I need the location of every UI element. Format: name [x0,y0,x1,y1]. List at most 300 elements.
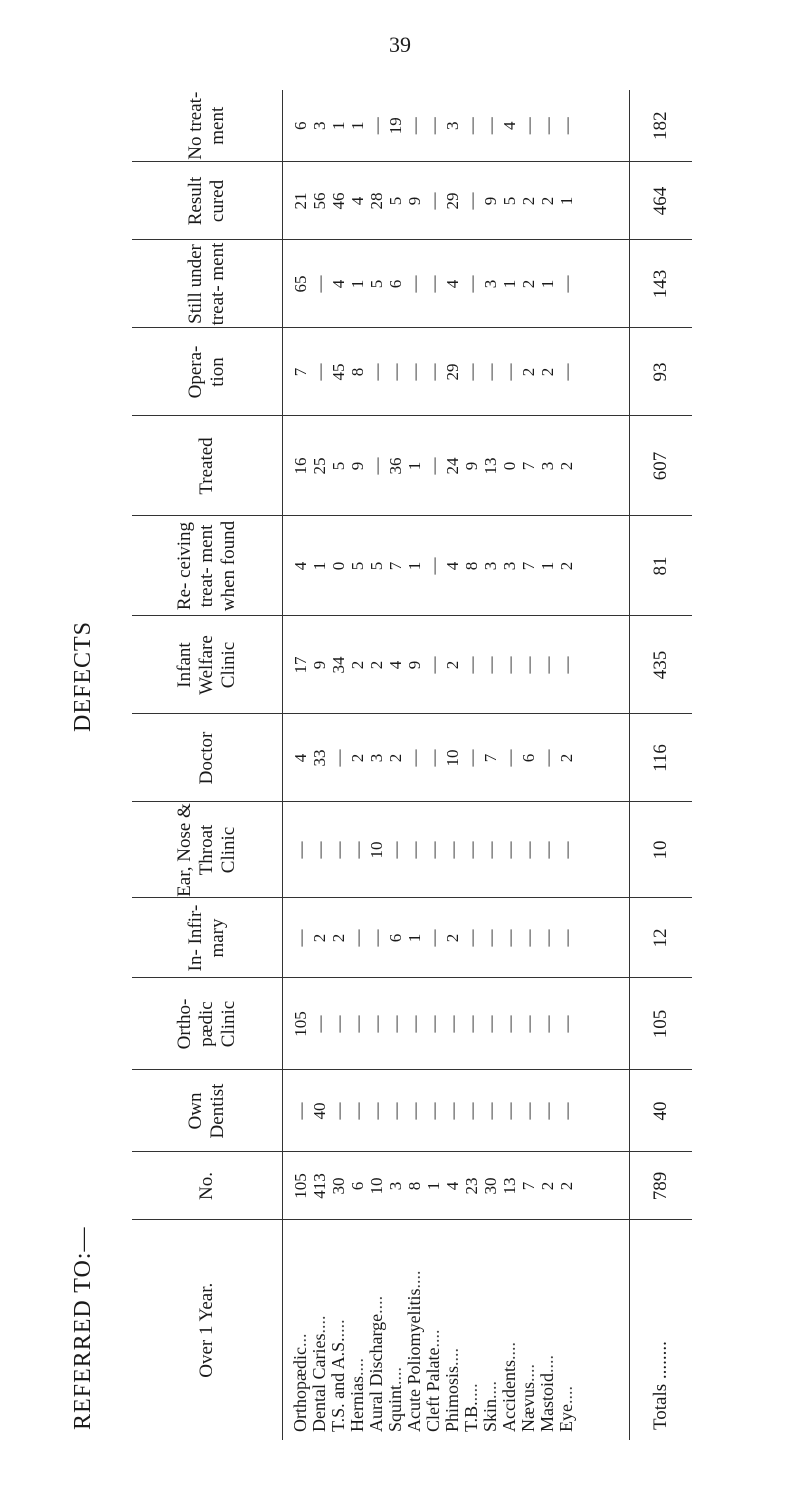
table-cell-value: 3 [481,279,501,289]
leader-dots: .... [537,1354,558,1373]
table-cell-value: — [481,1015,501,1033]
total-value: 435 [629,616,692,714]
leader-dots: .... [556,1386,577,1405]
leader-dots: .... [423,1329,444,1348]
table-cell-value: 29 [443,192,463,210]
table-cell-value: 7 [519,1181,539,1191]
column-header: Infant Welfare Clinic [132,616,283,714]
defect-label [462,1221,481,1441]
table-cell-value: 25 [310,457,330,475]
leader-dots: ... [290,1333,311,1347]
table-cell-value: — [481,117,501,135]
column-header: Over 1 Year. [132,1220,283,1440]
defects-heading: DEFECTS [70,620,96,732]
table-cell-value: 3 [310,121,330,130]
table-cell-value: 1 [329,121,349,130]
table-cell-value: 7 [386,561,406,571]
value-column-cell [283,1070,630,1152]
defect-label [443,1221,462,1441]
table-cell-value: 5 [367,561,387,571]
table-cell-value: 1 [310,561,330,571]
table-cell-value: 2 [557,1181,577,1191]
defect-label [519,1221,538,1441]
table-cell-value: 9 [405,196,425,206]
table-cell-value: 1 [557,196,577,206]
value-column-cell [283,898,630,978]
table-cell-value: — [405,749,425,767]
table-cell-value: — [557,841,577,859]
leader-dots: .... [461,1383,482,1402]
column-header: No. [132,1152,283,1220]
table-cell-value: 56 [310,192,330,210]
totals-label-cell [629,1220,692,1440]
leader-dots: .... [499,1342,520,1361]
table-cell-value: — [424,192,444,210]
rotated-table-region [62,70,742,1440]
table-cell-value: — [424,117,444,135]
table-cell-value: 13 [481,457,501,475]
table-cell-value: 3 [367,753,387,763]
value-list [283,329,576,416]
table-cell-value: 2 [538,367,558,377]
table-cell-value: — [386,1015,406,1033]
value-column-cell [283,714,630,802]
table-cell-value: 0 [500,461,520,471]
value-list [283,517,576,616]
table-cell-value: — [519,841,539,859]
table-cell-value: 2 [519,196,539,206]
table-cell-value: — [500,656,520,674]
table-cell-value: 9 [481,196,501,206]
column-header: Still under treat- ment [132,240,283,328]
table-cell-value: 6 [291,121,311,130]
table-cell-value: 1 [405,561,425,571]
value-column-cell [283,1152,630,1220]
defect-name: Hernias [347,1376,368,1432]
table-cell-value: — [519,1015,539,1033]
table-cell-value: — [310,841,330,859]
total-value: 10 [629,802,692,898]
totals-label: Totals [649,1383,671,1430]
table-cell-value: 9 [310,660,330,670]
table-cell-value: 46 [329,192,349,210]
table-cell-value: — [557,363,577,381]
column-header: Treated [132,416,283,516]
leader-dots: .... [385,1366,406,1385]
defect-label [424,1221,443,1441]
table-headings [62,70,122,1440]
defect-label [481,1221,500,1441]
defect-name: Dental Caries [309,1333,330,1432]
table-cell-value: — [557,275,577,293]
table-cell-value: — [310,1015,330,1033]
table-cell-value: — [310,363,330,381]
table-cell-value: — [367,1015,387,1033]
defect-name: T.B. [461,1401,482,1432]
table-cell-value: — [367,117,387,135]
value-list [283,241,576,328]
total-value: 105 [629,978,692,1070]
defect-name: Mastoid [537,1372,558,1432]
leader-dots: .... [347,1358,368,1377]
table-cell-value: — [538,1015,558,1033]
table-cell-value: 2 [348,753,368,763]
total-value: 116 [629,714,692,802]
defect-name: Skin [480,1398,501,1432]
table-cell-value: — [462,192,482,210]
defect-name: Eye [556,1404,577,1432]
table-cell-value: 4 [386,660,406,670]
page-number: 39 [389,32,411,57]
table-cell-value: — [557,1015,577,1033]
defect-name: Orthopædic [290,1347,311,1432]
value-list [283,163,576,240]
table-cell-value: 2 [538,1181,558,1191]
value-column-cell [283,802,630,898]
defect-label [500,1221,519,1441]
table-cell-value: — [424,363,444,381]
table-cell-value: — [500,1015,520,1033]
value-column-cell [283,162,630,240]
table-cell-value: 2 [386,753,406,763]
leader-dots: .... [480,1380,501,1399]
table-cell-value: — [519,117,539,135]
table-cell-value: — [405,363,425,381]
table-cell-value: 29 [443,363,463,381]
total-value: 93 [629,328,692,416]
table-cell-value: — [557,929,577,947]
total-value: 12 [629,898,692,978]
table-cell-value: 9 [348,461,368,471]
value-column-cell [283,328,630,416]
table-cell-value: — [481,1102,501,1120]
table-cell-value: 1 [405,461,425,471]
table-cell-value: 105 [291,1011,311,1037]
table-cell-value: 4 [329,279,349,289]
table-cell-value: 7 [481,753,501,763]
table-cell-value: 7 [519,561,539,571]
table-cell-value: 8 [405,1181,425,1191]
table-cell-value: 9 [462,461,482,471]
table-cell-value: — [310,275,330,293]
table-cell-value: 2 [310,933,330,943]
table-cell-value: — [538,117,558,135]
leader-dots: .... [366,1295,387,1314]
table-cell-value: — [538,749,558,767]
table-cell-value: 1 [538,279,558,289]
header-row [132,90,283,1440]
defect-label [367,1221,386,1441]
table-cell-value: — [291,841,311,859]
table-cell-value: 6 [386,933,406,943]
table-cell-value: 4 [500,121,520,130]
table-cell-value: — [500,1102,520,1120]
table-cell-value: — [443,841,463,859]
table-cell-value: 28 [367,192,387,210]
table-cell-value: — [462,749,482,767]
table-cell-value: 24 [443,457,463,475]
value-list [283,617,576,714]
table-cell-value: 5 [348,561,368,571]
table-cell-value: 17 [291,656,311,674]
table-cell-value: 4 [348,196,368,206]
table-cell-value: 0 [329,561,349,571]
table-cell-value: — [462,275,482,293]
total-value: 40 [629,1070,692,1152]
table-cell-value: — [481,363,501,381]
table-cell-value: — [405,275,425,293]
leader-dots: .... [328,1319,349,1338]
totals-row [629,90,692,1440]
defect-name: T.S. and A.S. [328,1337,349,1432]
table-cell-value: — [538,656,558,674]
table-body-row [283,90,630,1440]
table-cell-value: 1 [424,1181,444,1191]
table-cell-value: 7 [291,367,311,377]
table-cell-value: — [329,1102,349,1120]
table-cell-value: 13 [500,1177,520,1195]
table-cell-value: — [424,1015,444,1033]
table-cell-value: — [424,841,444,859]
table-cell-value: — [291,1102,311,1120]
table-cell-value: — [519,929,539,947]
value-column-cell [283,240,630,328]
table-cell-value: — [462,656,482,674]
table-cell-value: — [557,656,577,674]
table-cell-value: — [500,749,520,767]
table-cell-value: 3 [443,121,463,130]
table-cell-value: — [291,929,311,947]
table-cell-value: — [481,656,501,674]
table-cell-value: — [500,841,520,859]
table-cell-value: 3 [481,561,501,571]
table-cell-value: 33 [310,749,330,767]
table-cell-value: 4 [291,561,311,571]
table-cell-value: 105 [291,1173,311,1199]
table-cell-value: — [424,656,444,674]
table-cell-value: 10 [443,749,463,767]
table-cell-value: — [405,1102,425,1120]
table-cell-value: 3 [500,561,520,571]
defect-name: Phimosis [442,1365,463,1432]
table-cell-value: — [462,363,482,381]
value-column-cell [283,616,630,714]
table-cell-value: — [424,557,444,575]
table-cell-value: — [481,929,501,947]
table-cell-value: 2 [557,561,577,571]
table-cell-value: 4 [291,753,311,763]
defect-name: Accidents [499,1360,520,1432]
table-cell-value: 34 [329,656,349,674]
defect-labels-cell [283,1220,630,1440]
table-cell-value: — [462,1102,482,1120]
table-cell-value: — [500,929,520,947]
table-cell-value: — [557,1102,577,1120]
table-cell-value: 2 [557,753,577,763]
table-cell-value: — [443,1015,463,1033]
value-list [283,803,576,898]
table-cell-value: 30 [481,1177,501,1195]
table-cell-value: — [424,457,444,475]
defect-name: Nævus [518,1381,539,1432]
table-cell-value: — [443,1102,463,1120]
defect-label [386,1221,405,1441]
table-cell-value: 2 [538,196,558,206]
table-cell-value: 8 [462,561,482,571]
table-cell-value: — [367,457,387,475]
table-cell-value: — [538,1102,558,1120]
table-cell-value: 8 [348,367,368,377]
value-list [283,1071,576,1152]
value-list [283,417,576,516]
leader-dots: ........ [649,1341,671,1384]
total-value: 607 [629,416,692,516]
value-column-cell [283,516,630,616]
table-cell-value: — [462,841,482,859]
table-cell-value: 10 [367,1177,387,1195]
defect-label [405,1221,424,1441]
table-cell-value: — [386,363,406,381]
table-cell-value: — [367,1102,387,1120]
table-cell-value: — [462,117,482,135]
table-cell-value: — [329,841,349,859]
total-value: 143 [629,240,692,328]
table-cell-value: 2 [367,660,387,670]
table-cell-value: 23 [462,1177,482,1195]
leader-dots: .... [309,1315,330,1334]
table-cell-value: 5 [500,196,520,206]
table-cell-value: — [462,1015,482,1033]
column-header: Result cured [132,162,283,240]
table-cell-value: — [405,117,425,135]
referred-to-heading: REFERRED TO:— [70,1226,96,1430]
table-cell-value: 413 [310,1173,330,1199]
table-cell-value: — [519,656,539,674]
table-cell-value: 30 [329,1177,349,1195]
table-cell-value: — [519,1102,539,1120]
table-cell-value: — [348,929,368,947]
value-column-cell [283,978,630,1070]
defect-name: Cleft Palate [423,1347,444,1432]
table-cell-value: — [538,841,558,859]
table-cell-value: 2 [557,461,577,471]
table-cell-value: 21 [291,192,311,210]
defect-label [348,1221,367,1441]
total-value: 182 [629,90,692,162]
table-cell-value: 1 [348,121,368,130]
defect-name: Aural Discharge [366,1313,387,1432]
table-cell-value: 5 [329,461,349,471]
table-cell-value: 65 [291,275,311,293]
table-cell-value: 3 [538,461,558,471]
table-cell-value: — [386,841,406,859]
table-cell-value: 2 [519,367,539,377]
table-cell-value: 4 [443,279,463,289]
column-header: Doctor [132,714,283,802]
table-cell-value: 2 [443,660,463,670]
table-cell-value: 5 [367,279,387,289]
table-cell-value: 5 [386,196,406,206]
leader-dots: .... [518,1363,539,1382]
table-cell-value: — [348,1015,368,1033]
value-list [283,899,576,978]
table-cell-value: — [424,275,444,293]
defect-label [291,1221,310,1441]
table-cell-value: 16 [291,457,311,475]
column-header: No treat- ment [132,90,283,162]
column-header: In- Infir- mary [132,898,283,978]
table-cell-value: — [367,363,387,381]
table-cell-value: 1 [538,561,558,571]
total-value: 81 [629,516,692,616]
table-cell-value: 40 [310,1102,330,1120]
table-cell-value: — [557,117,577,135]
leader-dots: .... [404,1270,425,1289]
table-cell-value: — [500,363,520,381]
table-cell-value: — [405,841,425,859]
table-cell-value: 1 [405,933,425,943]
table-cell-value: 6 [386,279,406,289]
table-cell-value: — [348,1102,368,1120]
table-cell-value: — [367,929,387,947]
table-cell-value: 7 [519,461,539,471]
table-cell-value: 4 [443,1181,463,1191]
table-cell-value: 9 [405,660,425,670]
table-cell-value: — [424,749,444,767]
table-cell-value: — [424,1102,444,1120]
defect-label [538,1221,557,1441]
table-cell-value: — [481,841,501,859]
leader-dots: .... [442,1347,463,1366]
table-cell-value: 2 [348,660,368,670]
table-cell-value: 1 [500,279,520,289]
table-cell-value: — [462,929,482,947]
defect-name: Acute Poliomyelitis [404,1288,425,1432]
table-cell-value: — [348,841,368,859]
table-cell-value: 4 [443,561,463,571]
value-column-cell [283,416,630,516]
table-cell-value: — [405,1015,425,1033]
table-cell-value: — [329,1015,349,1033]
table-cell-value: 19 [386,117,406,135]
column-header: Opera- tion [132,328,283,416]
value-column-cell [283,90,630,162]
column-header: Ear, Nose & Throat Clinic [132,802,283,898]
defect-label-list [283,1221,576,1441]
total-value: 789 [629,1152,692,1220]
table-cell-value: 2 [329,933,349,943]
table-cell-value: — [424,929,444,947]
table-cell-value: 36 [386,457,406,475]
column-header: Re- ceiving treat- ment when found [132,516,283,616]
value-list [283,90,576,162]
defect-name: Squint [385,1384,406,1432]
defects-table [132,90,692,1440]
defect-label [557,1221,576,1441]
table-cell-value: 10 [367,841,387,859]
value-list [283,715,576,802]
table-cell-value: 2 [443,933,463,943]
table-cell-value: 45 [329,363,349,381]
defect-label [329,1221,348,1441]
value-list [283,1153,576,1220]
value-list [283,979,576,1070]
table-cell-value: 6 [348,1181,368,1191]
column-header: Own Dentist [132,1070,283,1152]
table-cell-value: — [538,929,558,947]
table-cell-value: — [386,1102,406,1120]
total-value: 464 [629,162,692,240]
